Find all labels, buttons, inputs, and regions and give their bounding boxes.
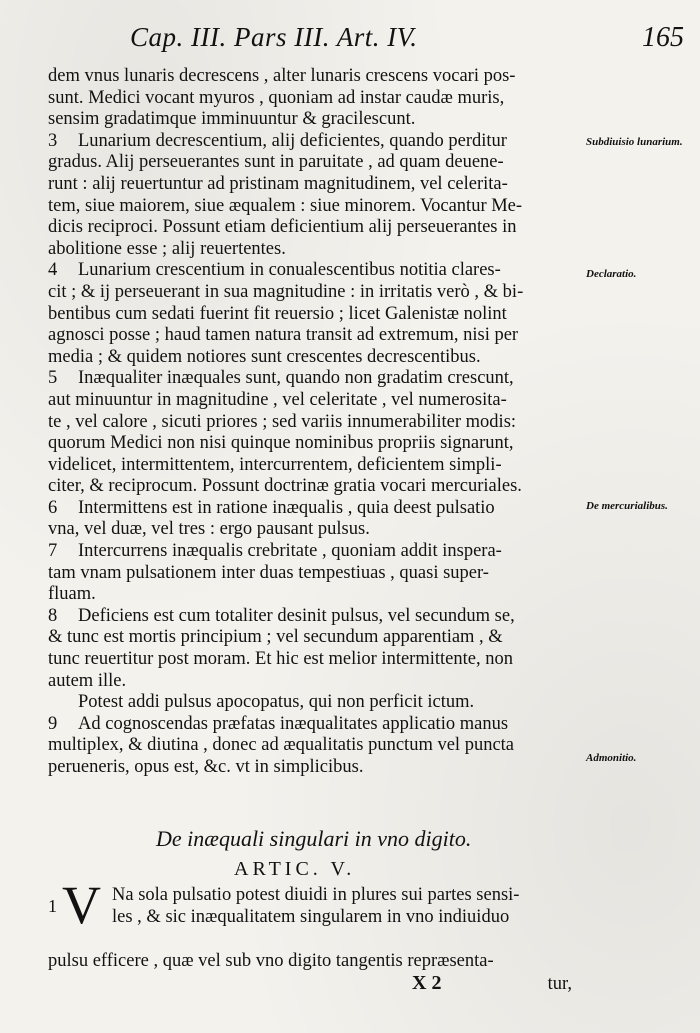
line-text: sensim gradatimque imminuuntur & gracilescunt. bbox=[48, 109, 416, 130]
text-line bbox=[48, 671, 584, 693]
text-line bbox=[48, 88, 584, 110]
paragraph-number: 7 bbox=[48, 541, 58, 562]
margin-note-admonitio: Admonitio. bbox=[586, 752, 637, 764]
text-line bbox=[48, 217, 584, 239]
text-line bbox=[48, 692, 584, 714]
line-text: gradus. Alij perseuerantes sunt in paruitate , ad quam deuene- bbox=[48, 152, 504, 173]
article-heading: ARTIC. V. bbox=[234, 858, 356, 880]
text-line bbox=[48, 196, 584, 218]
text-line bbox=[48, 606, 584, 628]
line-text: Lunarium crescentium in conualescentibus notitia clares- bbox=[78, 260, 501, 281]
line-text: Inæqualiter inæquales sunt, quando non gradatim crescunt, bbox=[78, 368, 514, 389]
line-text: Potest addi pulsus apocopatus, qui non perficit ictum. bbox=[78, 692, 475, 713]
text-line bbox=[48, 433, 584, 455]
article-line: Na sola pulsatio potest diuidi in plures sui partes sensi- bbox=[112, 885, 520, 905]
text-line bbox=[48, 735, 584, 757]
text-line bbox=[48, 66, 584, 88]
line-text: Intermittens est in ratione inæqualis , quia deest pulsatio bbox=[78, 497, 495, 518]
line-text: fluam. bbox=[48, 584, 96, 605]
text-line bbox=[48, 498, 584, 520]
paragraph-number: 6 bbox=[48, 497, 58, 518]
line-text: dem vnus lunaris decrescens , alter lunaris crescens vocari pos- bbox=[48, 66, 516, 86]
text-line bbox=[48, 131, 584, 153]
text-line bbox=[48, 347, 584, 369]
text-line bbox=[48, 282, 584, 304]
article-line: pulsu efficere , quæ vel sub vno digito tangentis repræsenta- bbox=[48, 951, 494, 971]
line-text: cit ; & ij perseuerant in sua magnitudine : in irritatis verò , & bi- bbox=[48, 281, 524, 302]
text-line bbox=[48, 541, 584, 563]
text-line bbox=[48, 584, 584, 606]
text-line bbox=[48, 757, 584, 779]
line-text: perueneris, opus est, &c. vt in simplicibus. bbox=[48, 757, 364, 777]
line-text: tunc reuertitur post moram. Et hic est melior intermittente, non bbox=[48, 649, 513, 670]
line-text: multiplex, & diutina , donec ad æqualitatis punctum vel puncta bbox=[48, 735, 515, 756]
text-line bbox=[48, 390, 584, 412]
text-line bbox=[48, 714, 584, 736]
margin-note-subdivisio: Subdiuisio lunarium. bbox=[586, 136, 683, 148]
line-text: sunt. Medici vocant myuros , quoniam ad instar caudæ muris, bbox=[48, 87, 505, 108]
line-text: & tunc est mortis principium ; vel secundum apparentiam , & bbox=[48, 627, 503, 648]
catchword: tur, bbox=[547, 974, 572, 994]
page-number: 165 bbox=[642, 22, 684, 53]
text-line bbox=[48, 476, 584, 498]
line-text: Deficiens est cum totaliter desinit pulsus, vel secundum se, bbox=[78, 605, 515, 626]
text-line bbox=[48, 109, 584, 131]
running-title: Cap. III. Pars III. Art. IV. bbox=[130, 22, 418, 52]
line-text: runt : alij reuertuntur ad pristinam magnitudinem, vel celerita- bbox=[48, 173, 508, 194]
text-line bbox=[48, 455, 584, 477]
paragraph-number: 4 bbox=[48, 260, 58, 281]
paragraph-number: 5 bbox=[48, 368, 58, 389]
article-line: les , & sic inæqualitatem singularem in vno indiuiduo bbox=[112, 907, 510, 927]
line-text: dicis reciproci. Possunt etiam deficientium alij perseuerantes in bbox=[48, 217, 517, 238]
paragraph-number: 3 bbox=[48, 130, 58, 151]
line-text: agnosci posse ; haud tamen natura transit ad extremum, nisi per bbox=[48, 325, 519, 346]
line-text: tem, siue maiorem, siue æqualem : siue minorem. Vocantur Me- bbox=[48, 195, 523, 216]
line-text: abolitione esse ; alij reuertentes. bbox=[48, 238, 286, 259]
text-line bbox=[48, 304, 584, 326]
line-text: bentibus cum sedati fuerint fit reuersio ; licet Galenistæ nolint bbox=[48, 303, 507, 324]
article-number: 1 bbox=[48, 896, 57, 916]
paragraph-number: 9 bbox=[48, 713, 58, 734]
text-line bbox=[48, 519, 584, 541]
line-text: media ; & quidem notiores sunt crescentes decrescentibus. bbox=[48, 346, 481, 367]
section-title: De inæquali singulari in vno digito. bbox=[156, 826, 472, 851]
signature-mark: X 2 bbox=[412, 972, 442, 994]
line-text: aut minuuntur in magnitudine , vel celeritate , vel numerosita- bbox=[48, 389, 507, 410]
line-text: vna, vel duæ, vel tres : ergo pausant pulsus. bbox=[48, 519, 370, 540]
line-text: autem ille. bbox=[48, 670, 127, 691]
line-text: citer, & reciprocum. Possunt doctrinæ gratia vocari mercuriales. bbox=[48, 476, 522, 497]
text-line bbox=[48, 368, 584, 390]
text-line bbox=[48, 412, 584, 434]
text-line bbox=[48, 152, 584, 174]
text-line bbox=[48, 260, 584, 282]
paragraph-number: 8 bbox=[48, 605, 58, 626]
line-text: videlicet, intermittentem, intercurrentem, deficientem simpli- bbox=[48, 454, 502, 475]
drop-cap: V bbox=[62, 875, 101, 935]
line-text: Intercurrens inæqualis crebritate , quoniam addit insperа- bbox=[78, 541, 502, 562]
line-text: tam vnam pulsationem inter duas tempestiuas , quasi super- bbox=[48, 562, 489, 583]
line-text: te , vel calore , sicuti priores ; sed variis innumerabiliter modis: bbox=[48, 411, 517, 432]
margin-note-declaratio: Declaratio. bbox=[586, 268, 637, 280]
text-line bbox=[48, 563, 584, 585]
line-text: Lunarium decrescentium, alij deficientes, quando perditur bbox=[78, 130, 507, 151]
body-text bbox=[48, 66, 584, 779]
line-text: Ad cognoscendas præfatas inæqualitates applicatio manus bbox=[78, 713, 509, 734]
text-line bbox=[48, 174, 584, 196]
text-line bbox=[48, 627, 584, 649]
margin-note-mercurialibus: De mercurialibus. bbox=[586, 500, 668, 512]
line-text: quorum Medici non nisi quinque nominibus propriis signarunt, bbox=[48, 433, 514, 454]
text-line bbox=[48, 239, 584, 261]
text-line bbox=[48, 325, 584, 347]
article-lines bbox=[112, 884, 572, 928]
text-line bbox=[48, 649, 584, 671]
